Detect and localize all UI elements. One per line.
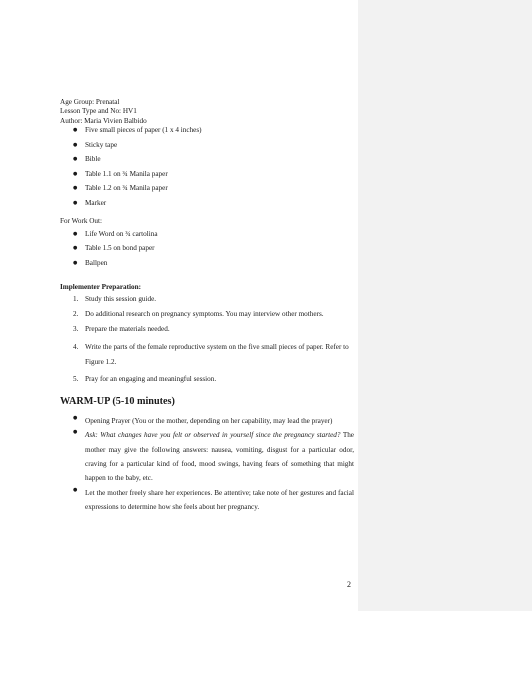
ask-answers: The mother may give the following answers: nausea, vomiting, disgust for a particular odor, craving for a particular kind of food, mood swings, having fears of something that might happen to the baby, etc.: [85, 431, 355, 483]
step-number: 1.: [73, 295, 79, 304]
list-item: ● Sticky tape: [60, 141, 354, 150]
list-item: [60, 340, 354, 370]
workout-label: For Work Out:: [60, 217, 103, 226]
list-item: [60, 325, 354, 334]
list-item: ● Table 1.2 on ¾ Manila paper: [60, 184, 354, 193]
step-number: 3.: [73, 324, 79, 333]
step-text: Pray for an engaging and meaningful session.: [85, 375, 217, 384]
step-text: Write the parts of the female reproductive system on the five small pieces of paper. Refer to Figure 1.2.: [85, 342, 349, 366]
workout-list: [60, 230, 354, 269]
preparation-steps: [60, 295, 354, 385]
lesson-type-line: Lesson Type and No: HV1: [60, 107, 137, 116]
preparation-title: Implementer Preparation:: [60, 282, 141, 291]
page-content: [60, 98, 354, 515]
warmup-title: WARM-UP (5-10 minutes): [60, 395, 175, 407]
page-number: 2: [347, 580, 351, 589]
step-number: 4.: [73, 342, 79, 351]
list-item: ● Ballpen: [60, 259, 354, 268]
step-text: Prepare the materials needed.: [85, 324, 170, 333]
author-line: Author: Maria Vivien Balbido: [60, 116, 147, 125]
step-text: Do additional research on pregnancy symptoms. You may interview other mothers.: [85, 310, 324, 319]
list-item: [60, 375, 354, 384]
list-item: ● Life Word on ¾ cartolina: [60, 230, 354, 239]
comment-pane: [358, 0, 532, 611]
warmup-list: [60, 414, 354, 515]
step-number: 2.: [73, 310, 79, 319]
ask-question: Ask: What changes have you felt or observed in yourself since the pregnancy started?: [85, 431, 341, 440]
age-group-line: Age Group: Prenatal: [60, 98, 120, 106]
step-text: Study this session guide.: [85, 295, 157, 304]
list-item: ● Opening Prayer (You or the mother, depending on her capability, may lead the prayer): [60, 414, 354, 428]
list-item: ● Five small pieces of paper (1 x 4 inches): [60, 126, 354, 135]
list-item: [60, 428, 354, 486]
list-item: [60, 295, 354, 304]
list-item: ● Let the mother freely share her experiences. Be attentive; take note of her gestures and facial expressions to determine how she feels about her pregnancy.: [60, 486, 354, 515]
materials-list: [60, 126, 354, 208]
list-item: ● Table 1.1 on ¾ Manila paper: [60, 170, 354, 179]
list-item: [60, 310, 354, 319]
step-number: 5.: [73, 375, 79, 384]
list-item: ● Bible: [60, 155, 354, 164]
list-item: ● Table 1.5 on bond paper: [60, 244, 354, 253]
list-item: ● Marker: [60, 199, 354, 208]
